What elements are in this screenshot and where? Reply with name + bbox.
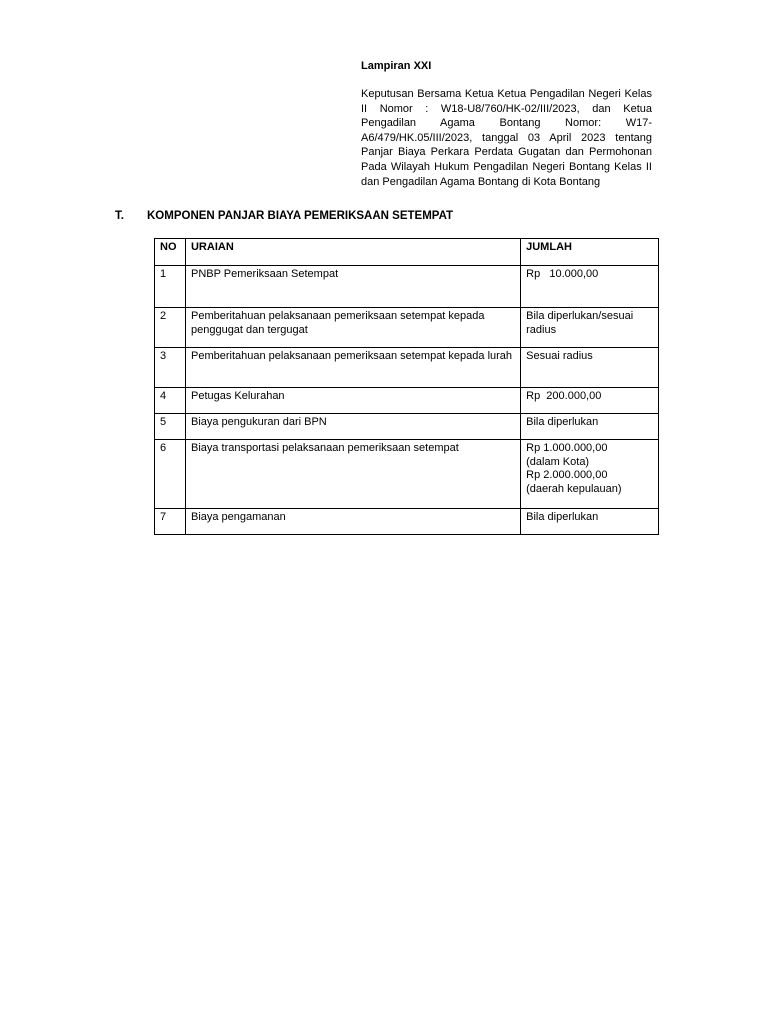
- header-description: URAIAN: [185, 239, 520, 266]
- amount-line: (dalam Kota): [526, 455, 590, 468]
- row-description: Pemberitahuan pelaksanaan pemeriksaan setempat kepada penggugat dan tergugat: [185, 308, 520, 348]
- row-no: 4: [155, 388, 186, 414]
- header-no: NO: [155, 239, 186, 266]
- row-description: Biaya pengamanan: [185, 509, 520, 535]
- row-description: Petugas Kelurahan: [185, 388, 520, 414]
- row-no: 1: [155, 266, 186, 308]
- header-amount: JUMLAH: [521, 239, 659, 266]
- table-row: [155, 266, 659, 308]
- appendix-title: Lampiran XXI: [361, 60, 432, 72]
- row-no: 5: [155, 414, 186, 440]
- amount-line: Rp 1.000.000,00: [526, 442, 608, 454]
- table-row: [155, 414, 659, 440]
- cost-components-table: [154, 238, 659, 535]
- table-header-row: [155, 239, 659, 266]
- table-row: [155, 388, 659, 414]
- amount-line: (daerah kepulauan): [526, 482, 622, 495]
- row-no: 7: [155, 509, 186, 535]
- table-row: [155, 348, 659, 388]
- row-amount: Sesuai radius: [521, 348, 659, 388]
- row-description: Biaya pengukuran dari BPN: [185, 414, 520, 440]
- row-amount: Bila diperlukan/sesuai radius: [521, 308, 659, 348]
- row-amount: Rp 10.000,00: [521, 266, 659, 308]
- row-amount: [521, 440, 659, 509]
- table-row: [155, 308, 659, 348]
- section-heading: [115, 210, 453, 222]
- table-row: [155, 440, 659, 509]
- row-no: 2: [155, 308, 186, 348]
- row-amount: Bila diperlukan: [521, 509, 659, 535]
- row-description: Biaya transportasi pelaksanaan pemeriksaan setempat: [185, 440, 520, 509]
- row-description: Pemberitahuan pelaksanaan pemeriksaan setempat kepada lurah: [185, 348, 520, 388]
- amount-line: Rp 2.000.000,00: [526, 469, 608, 481]
- table-row: [155, 509, 659, 535]
- row-no: 6: [155, 440, 186, 509]
- row-amount: Bila diperlukan: [521, 414, 659, 440]
- section-letter: T.: [115, 210, 124, 222]
- row-description: PNBP Pemeriksaan Setempat: [185, 266, 520, 308]
- section-title: KOMPONEN PANJAR BIAYA PEMERIKSAAN SETEMPAT: [147, 210, 454, 222]
- decree-reference-text: Keputusan Bersama Ketua Ketua Pengadilan Negeri Kelas II Nomor : W18-U8/760/HK-02/III/2023, dan Ketua Pengadilan Agama Bontang Nomor: W17-A6/479/HK.05/III/2023, tanggal 03 April 2023 tentang Panjar Biaya Perkara Perdata Gugatan dan Permohonan Pada Wilayah Hukum Pengadilan Negeri Bontang Kelas II dan Pengadilan Agama Bontang di Kota Bontang: [361, 88, 652, 188]
- row-no: 3: [155, 348, 186, 388]
- row-amount: Rp 200.000,00: [521, 388, 659, 414]
